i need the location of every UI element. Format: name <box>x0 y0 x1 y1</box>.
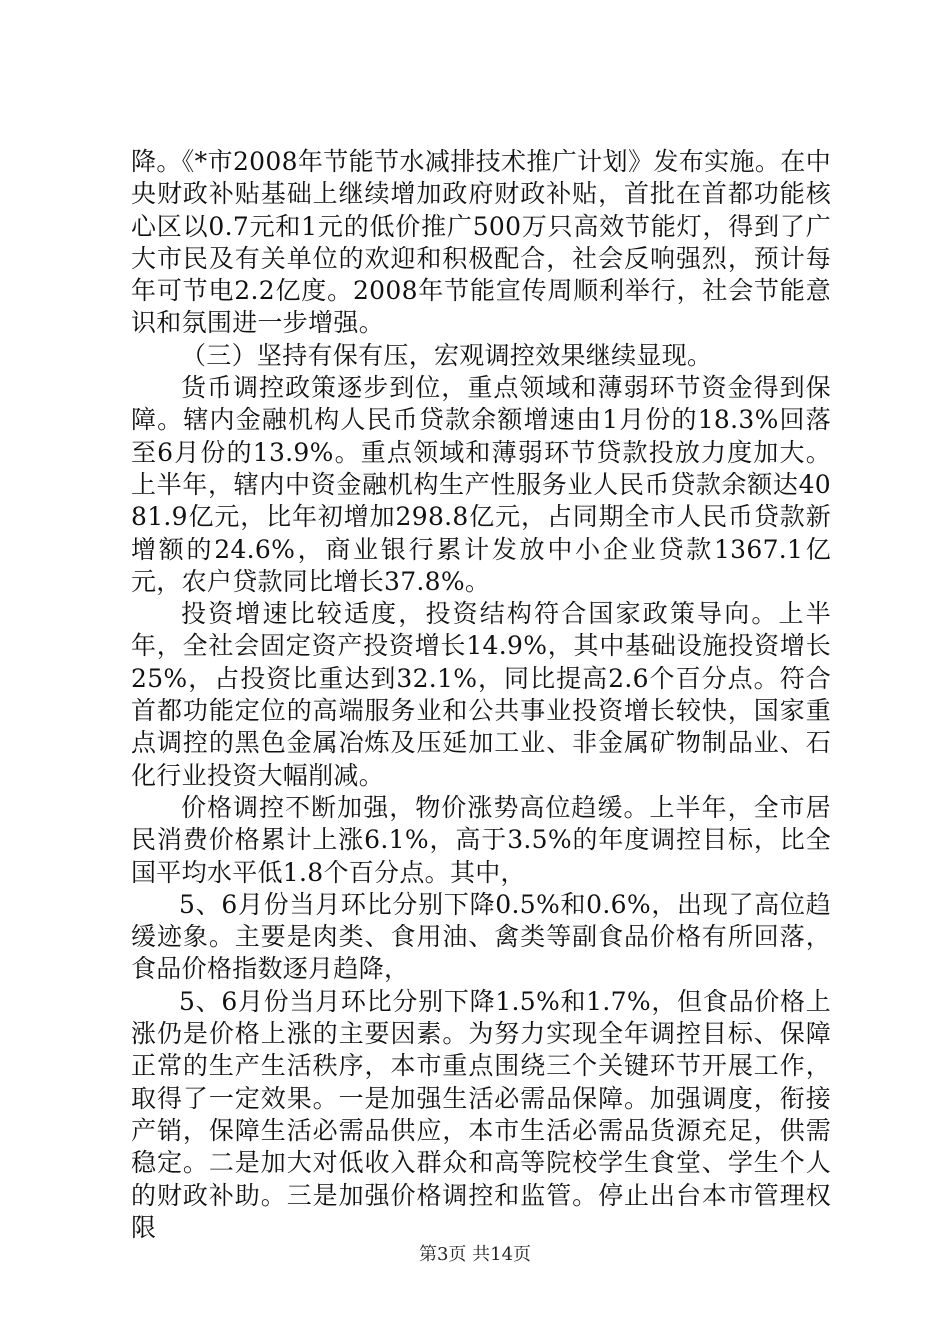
section-heading: （三）坚持有保有压，宏观调控效果继续显现。 <box>181 340 713 370</box>
paragraph-continued: 降。《*市2008年节能节水减排技术推广计划》发布实施。在中央财政补贴基础上继续增加政府财政补贴，首批在首都功能核心区以0.7元和1元的低价推广500万只高效节能灯，得到了广大市民及有关单位的欢迎和积极配合，社会反响强烈，预计每年可节电2.2亿度。2008年节能宣传周顺利举行，社会节能意识和氛围进一步增强。 <box>131 147 831 338</box>
paragraph-investment: 投资增速比较适度，投资结构符合国家政策导向。上半年，全社会固定资产投资增长14.9%，其中基础设施投资增长25%，占投资比重达到32.1%，同比提高2.6个百分点。符合首都功能定位的高端服务业和公共事业投资增长较快，国家重点调控的黑色金属冶炼及压延加工业、非金属矿物制品业、石化行业投资大幅削减。 <box>131 599 831 790</box>
paragraph-monthly-decline: 5、6月份当月环比分别下降0.5%和0.6%，出现了高位趋缓迹象。主要是肉类、食用油、禽类等副食品价格有所回落，食品价格指数逐月趋降， <box>131 889 831 984</box>
document-body <box>131 146 831 1244</box>
paragraph-monetary-policy: 货币调控政策逐步到位，重点领域和薄弱环节资金得到保障。辖内金融机构人民币贷款余额增速由1月份的18.3%回落至6月份的13.9%。重点领域和薄弱环节贷款投放力度加大。上半年，辖内中资金融机构生产性服务业人民币贷款余额达4081.9亿元，比年初增加298.8亿元，占同期全市人民币贷款新增额的24.6%，商业银行累计发放中小企业贷款1367.1亿元，农户贷款同比增长37.8%。 <box>131 373 831 596</box>
paragraph-price-control: 价格调控不断加强，物价涨势高位趋缓。上半年，全市居民消费价格累计上涨6.1%，高于3.5%的年度调控目标，比全国平均水平低1.8个百分点。其中， <box>131 792 831 887</box>
page-number-footer: 第3页 共14页 <box>418 1244 532 1265</box>
paragraph-food-prices: 5、6月份当月环比分别下降1.5%和1.7%，但食品价格上涨仍是价格上涨的主要因素。为努力实现全年调控目标、保障正常的生产生活秩序，本市重点围绕三个关键环节开展工作，取得了一定效果。一是加强生活必需品保障。加强调度，衔接产销，保障生活必需品供应，本市生活必需品货源充足，供需稳定。二是加大对低收入群众和高等院校学生食堂、学生个人的财政补助。三是加强价格调控和监管。停止出台本市管理权限 <box>131 986 831 1242</box>
